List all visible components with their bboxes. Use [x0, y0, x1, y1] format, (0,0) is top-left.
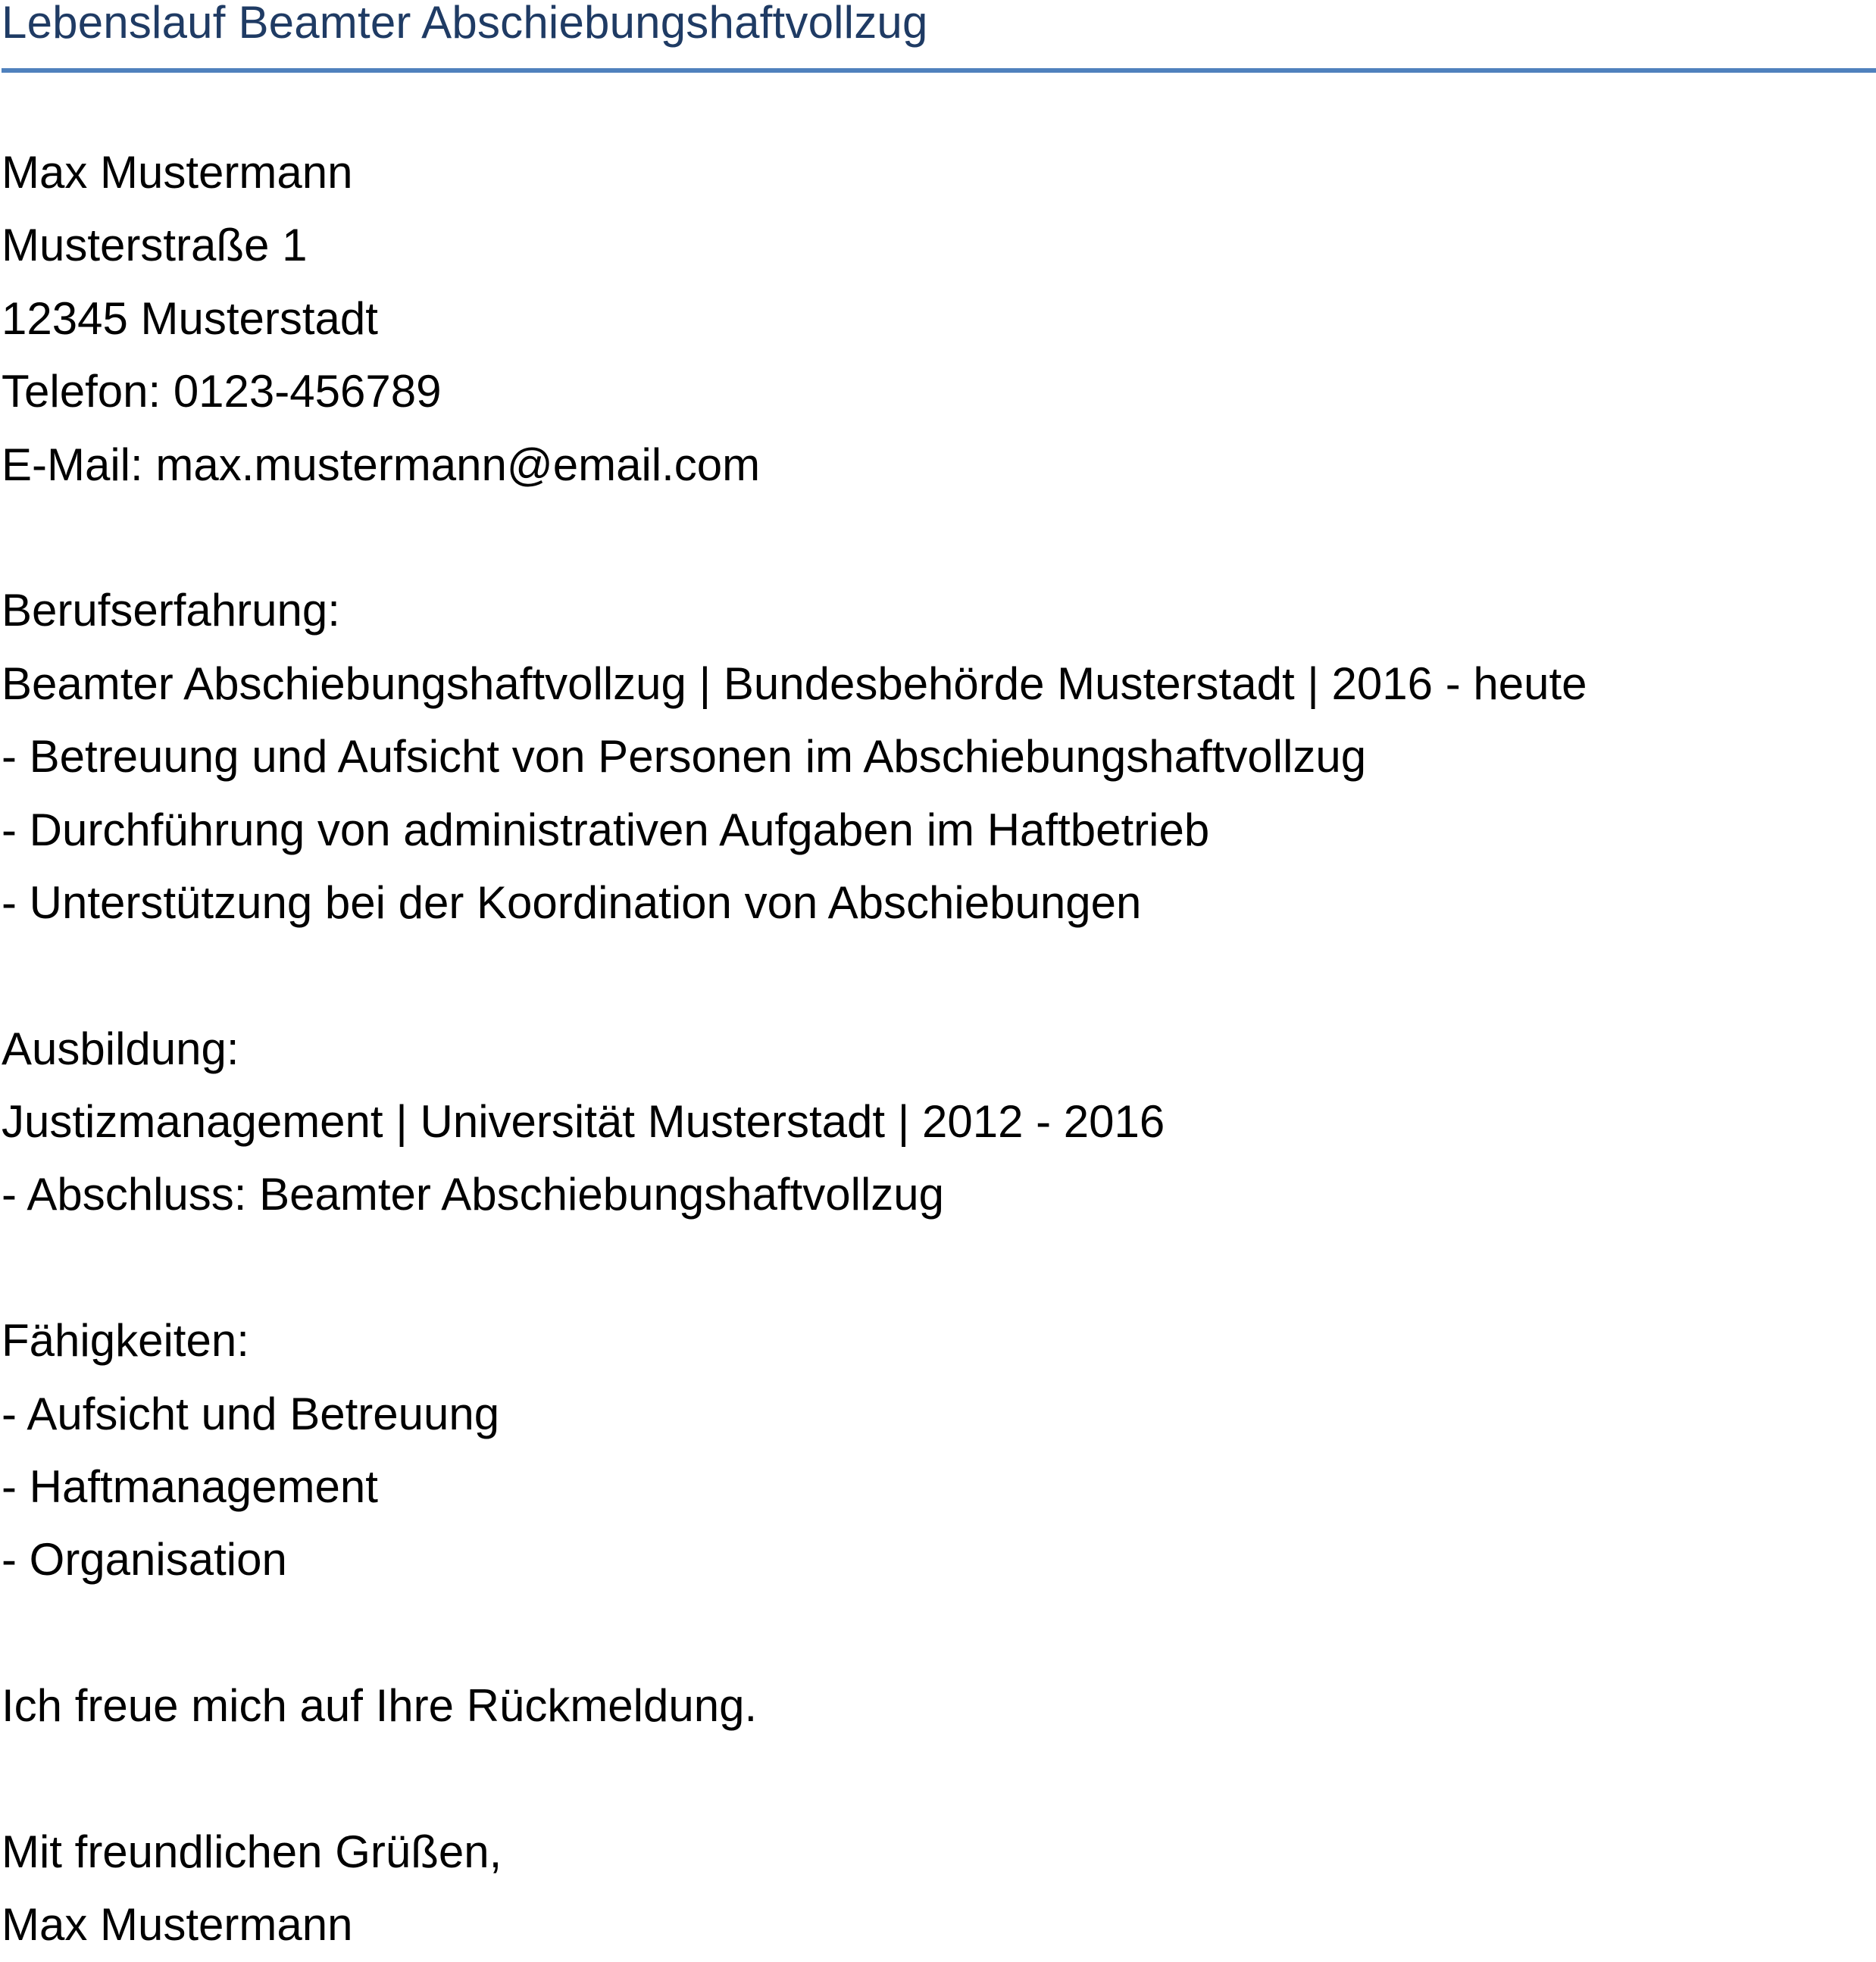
- education-item: - Abschluss: Beamter Abschiebungshaftvollzug: [2, 1169, 945, 1220]
- contact-street: Musterstraße 1: [2, 220, 308, 271]
- title-underline: [2, 68, 1876, 73]
- experience-item: - Durchführung von administrativen Aufgaben im Haftbetrieb: [2, 804, 1210, 855]
- experience-position: Beamter Abschiebungshaftvollzug | Bundesbehörde Musterstadt | 2016 - heute: [2, 658, 1587, 709]
- closing-salutation: Mit freundlichen Grüßen,: [2, 1826, 502, 1877]
- blank-line: [2, 1597, 1873, 1670]
- closing-signature: Max Mustermann: [2, 1899, 353, 1951]
- experience-item: - Betreuung und Aufsicht von Personen im Abschiebungshaftvollzug: [2, 731, 1367, 783]
- closing-message: Ich freue mich auf Ihre Rückmeldung.: [2, 1680, 758, 1732]
- experience-heading: Berufserfahrung:: [2, 585, 340, 636]
- blank-line: [2, 501, 1873, 574]
- skills-item: - Haftmanagement: [2, 1461, 378, 1513]
- blank-line: [2, 1743, 1873, 1816]
- skills-item: - Aufsicht und Betreuung: [2, 1388, 500, 1439]
- education-entry: Justizmanagement | Universität Musterstadt | 2012 - 2016: [2, 1096, 1165, 1148]
- contact-email: E-Mail: max.mustermann@email.com: [2, 439, 761, 490]
- blank-line: [2, 939, 1873, 1012]
- contact-name: Max Mustermann: [2, 147, 353, 198]
- experience-item: - Unterstützung bei der Koordination von Abschiebungen: [2, 876, 1142, 928]
- education-heading: Ausbildung:: [2, 1023, 239, 1074]
- skills-heading: Fähigkeiten:: [2, 1315, 249, 1367]
- contact-phone: Telefon: 0123-456789: [2, 366, 442, 417]
- blank-line: [2, 1232, 1873, 1304]
- document-body: [2, 136, 1873, 1962]
- contact-city: 12345 Musterstadt: [2, 292, 378, 344]
- skills-item: - Organisation: [2, 1534, 287, 1586]
- document-title: Lebenslauf Beamter Abschiebungshaftvollzug: [2, 0, 928, 48]
